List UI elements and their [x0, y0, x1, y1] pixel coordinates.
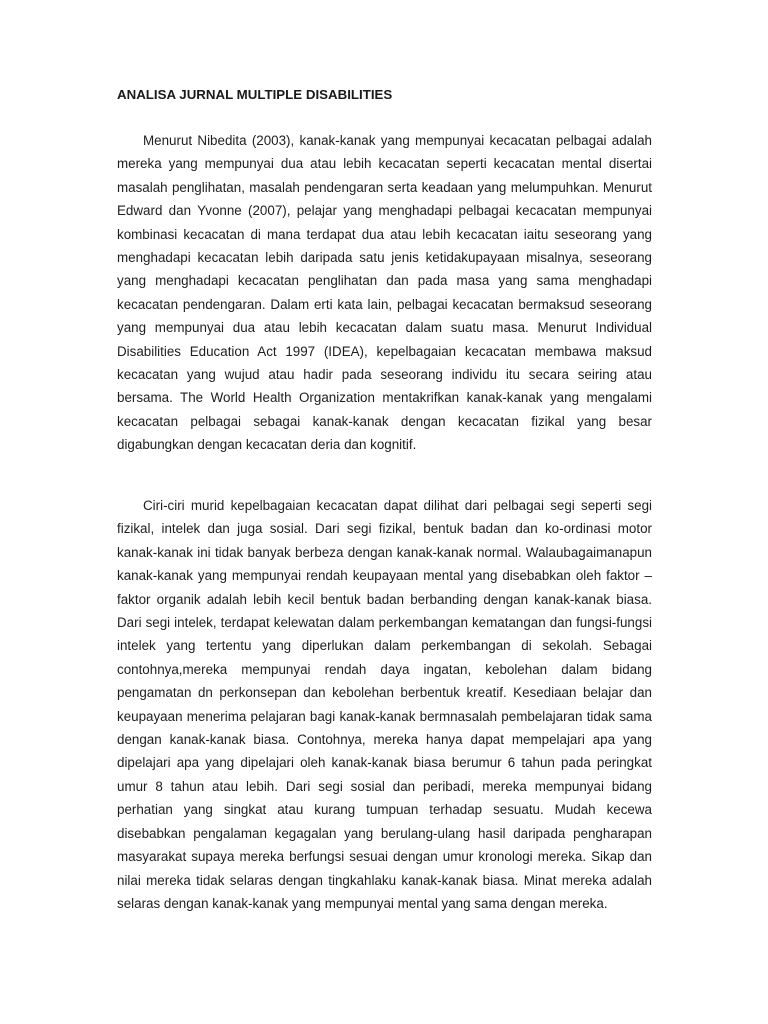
paragraph-characteristics: Ciri-ciri murid kepelbagaian kecacatan dapat dilihat dari pelbagai segi seperti segi fizikal, intelek dan juga sosial. Dari segi fizikal, bentuk badan dan ko-ordinasi motor kanak-kanak ini tidak banyak berbeza dengan kanak-kanak normal. Walaubagaimanapun kanak-kanak yang mempunyai rendah keupayaan mental yang disebabkan oleh faktor – faktor organik adalah lebih kecil bentuk badan berbanding dengan kanak-kanak biasa. Dari segi intelek, terdapat kelewatan dalam perkembangan kematangan dan fungsi-fungsi intelek yang tertentu yang diperlukan dalam perkembangan di sekolah. Sebagai contohnya,mereka mempunyai rendah daya ingatan, kebolehan dalam bidang pengamatan dn perkonsepan dan kebolehan berbentuk kreatif. Kesediaan belajar dan keupayaan menerima pelajaran bagi kanak-kanak bermnasalah pembelajaran tidak sama dengan kanak-kanak biasa. Contohnya, mereka hanya dapat mempelajari apa yang dipelajari apa yang dipelajari oleh kanak-kanak biasa berumur 6 tahun pada peringkat umur 8 tahun atau lebih. Dari segi sosial dan peribadi, mereka mempunyai bidang perhatian yang singkat atau kurang tumpuan terhadap sesuatu. Mudah kecewa disebabkan pengalaman kegagalan yang berulang-ulang hasil daripada pengharapan masyarakat supaya mereka berfungsi sesuai dengan umur kronologi mereka. Sikap dan nilai mereka tidak selaras dengan tingkahlaku kanak-kanak biasa. Minat mereka adalah selaras dengan kanak-kanak yang mempunyai mental yang sama dengan mereka.: [117, 498, 652, 911]
document-title: ANALISA JURNAL MULTIPLE DISABILITIES: [117, 87, 393, 102]
paragraph-definition: Menurut Nibedita (2003), kanak-kanak yang mempunyai kecacatan pelbagai adalah mereka yang mempunyai dua atau lebih kecacatan seperti kecacatan mental disertai masalah penglihatan, masalah pendengaran serta keadaan yang melumpuhkan. Menurut Edward dan Yvonne (2007), pelajar yang menghadapi pelbagai kecacatan mempunyai kombinasi kecacatan di mana terdapat dua atau lebih kecacatan iaitu seseorang yang menghadapi kecacatan lebih daripada satu jenis ketidakupayaan misalnya, seseorang yang menghadapi kecacatan penglihatan dan pada masa yang sama menghadapi kecacatan pendengaran. Dalam erti kata lain, pelbagai kecacatan bermaksud seseorang yang mempunyai dua atau lebih kecacatan dalam suatu masa. Menurut Individual Disabilities Education Act 1997 (IDEA), kepelbagaian kecacatan membawa maksud kecacatan yang wujud atau hadir pada seseorang individu itu secara seiring atau bersama. The World Health Organization mentakrifkan kanak-kanak yang mengalami kecacatan pelbagai sebagai kanak-kanak dengan kecacatan fizikal yang besar digabungkan dengan kecacatan deria dan kognitif.: [117, 133, 652, 453]
